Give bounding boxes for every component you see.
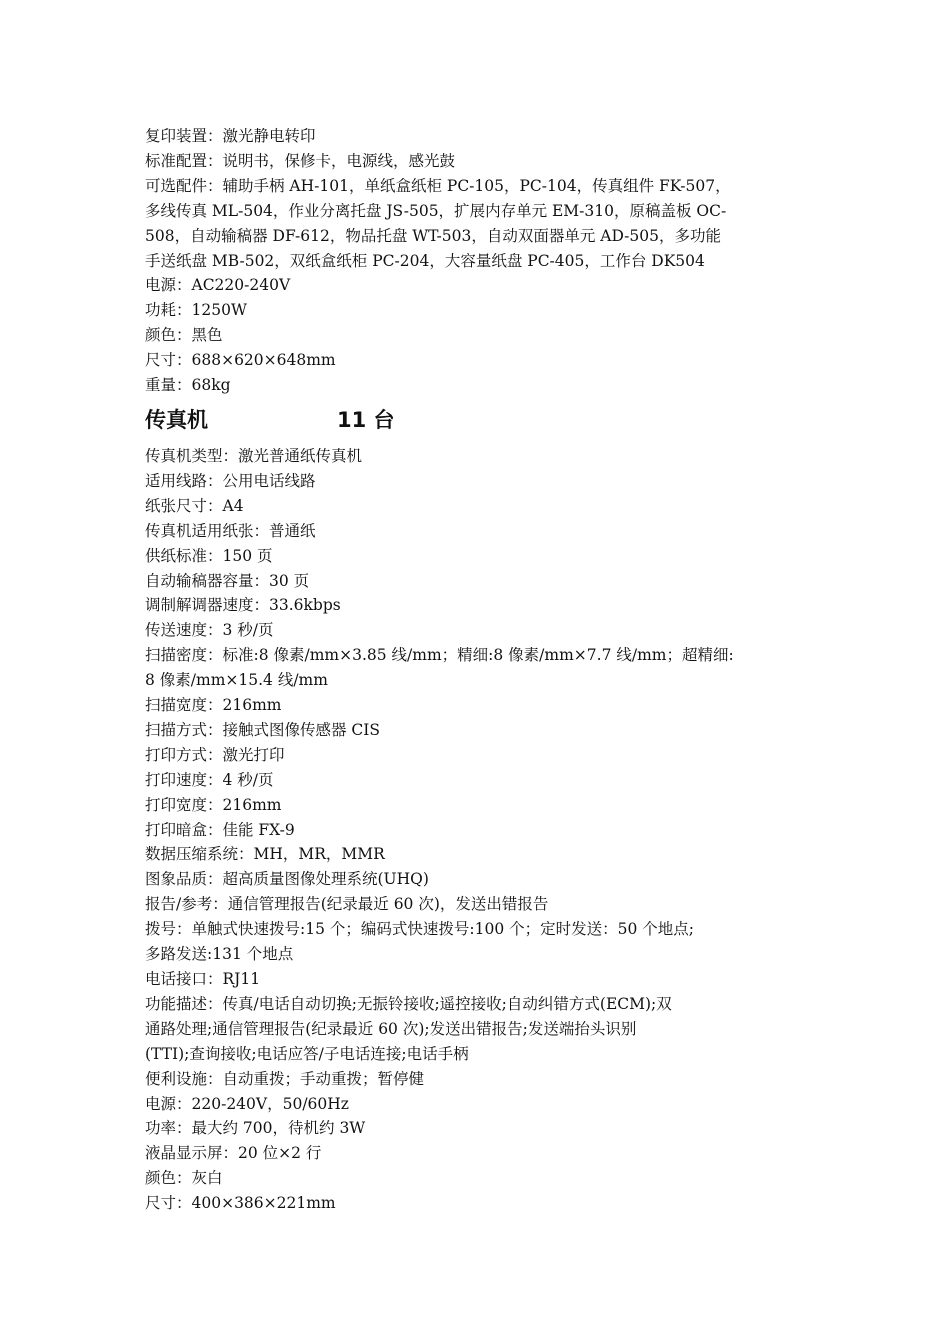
spec-line: 复印装置：激光静电转印	[145, 127, 316, 145]
spec-line: 尺寸：688×620×648mm	[145, 351, 336, 370]
spec-line: 8 像素/mm×15.4 线/mm	[145, 671, 328, 690]
spec-line: 供纸标准：150 页	[145, 546, 273, 565]
spec-line: 功耗：1250W	[145, 301, 247, 320]
spec-line: 自动输稿器容量：30 页	[145, 571, 310, 590]
spec-line: 标准配置：说明书，保修卡，电源线，感光鼓	[145, 151, 456, 170]
spec-line: 液晶显示屏：20 位×2 行	[145, 1144, 322, 1163]
spec-line: 扫描宽度：216mm	[145, 696, 282, 715]
spec-line: 尺寸：400×386×221mm	[145, 1194, 336, 1213]
spec-line: 508，自动输稿器 DF-612，物品托盘 WT-503，自动双面器单元 AD-505，多功能	[145, 226, 721, 245]
spec-line: 电源：AC220-240V	[145, 276, 291, 295]
spec-line: 颜色：黑色	[145, 326, 223, 345]
spec-line: 颜色：灰白	[145, 1169, 223, 1188]
section-quantity: 11 台	[337, 407, 395, 432]
spec-line: 报告/参考：通信管理报告(纪录最近 60 次)，发送出错报告	[145, 895, 549, 914]
spec-line: 通路处理;通信管理报告(纪录最近 60 次);发送出错报告;发送端抬头识别	[145, 1019, 637, 1038]
spec-line: 电话接口：RJ11	[145, 970, 261, 988]
spec-line: 功率：最大约 700，待机约 3W	[145, 1119, 366, 1138]
spec-line: 电源：220-240V，50/60Hz	[145, 1094, 349, 1113]
fax-spec-section	[145, 444, 815, 1216]
spec-line: (TTI);查询接收;电话应答/子电话连接;电话手柄	[145, 1044, 469, 1063]
spec-line: 传真机适用纸张：普通纸	[145, 521, 316, 540]
spec-line: 扫描密度：标准:8 像素/mm×3.85 线/mm；精细:8 像素/mm×7.7 线/mm；超精细:	[145, 646, 734, 665]
spec-line: 传真机类型：激光普通纸传真机	[145, 446, 363, 465]
spec-line: 功能描述：传真/电话自动切换;无振铃接收;遥控接收;自动纠错方式(ECM);双	[145, 994, 672, 1013]
spec-line: 多线传真 ML-504，作业分离托盘 JS-505，扩展内存单元 EM-310，原稿盖板 OC-	[145, 201, 727, 220]
spec-line: 纸张尺寸：A4	[145, 496, 244, 515]
copier-spec-section	[145, 124, 815, 398]
spec-line: 打印暗盒：佳能 FX-9	[145, 820, 295, 839]
spec-line: 多路发送:131 个地点	[145, 945, 294, 964]
spec-line: 可选配件：辅助手柄 AH-101，单纸盒纸柜 PC-105，PC-104，传真组件 FK-507，	[145, 176, 731, 195]
spec-line: 打印方式：激光打印	[145, 745, 285, 764]
spec-line: 图象品质：超高质量图像处理系统(UHQ)	[145, 870, 429, 889]
spec-line: 扫描方式：接触式图像传感器 CIS	[145, 720, 381, 739]
spec-line: 调制解调器速度：33.6kbps	[145, 596, 341, 615]
section-title: 传真机	[145, 407, 208, 432]
spec-line: 便利设施：自动重拨；手动重拨；暂停健	[145, 1069, 425, 1088]
document-page	[145, 124, 815, 1216]
spec-line: 重量：68kg	[145, 376, 231, 395]
spec-line: 适用线路：公用电话线路	[145, 471, 316, 490]
spec-line: 传送速度：3 秒/页	[145, 621, 274, 640]
spec-line: 手送纸盘 MB-502，双纸盒纸柜 PC-204，大容量纸盘 PC-405，工作台 DK504	[145, 251, 705, 270]
spec-line: 打印速度：4 秒/页	[145, 770, 274, 789]
spec-line: 拨号：单触式快速拨号:15 个；编码式快速拨号:100 个；定时发送：50 个地点;	[145, 920, 694, 939]
fax-section-heading	[145, 406, 815, 434]
spec-line: 打印宽度：216mm	[145, 795, 282, 814]
spec-line: 数据压缩系统：MH，MR，MMR	[145, 845, 385, 864]
